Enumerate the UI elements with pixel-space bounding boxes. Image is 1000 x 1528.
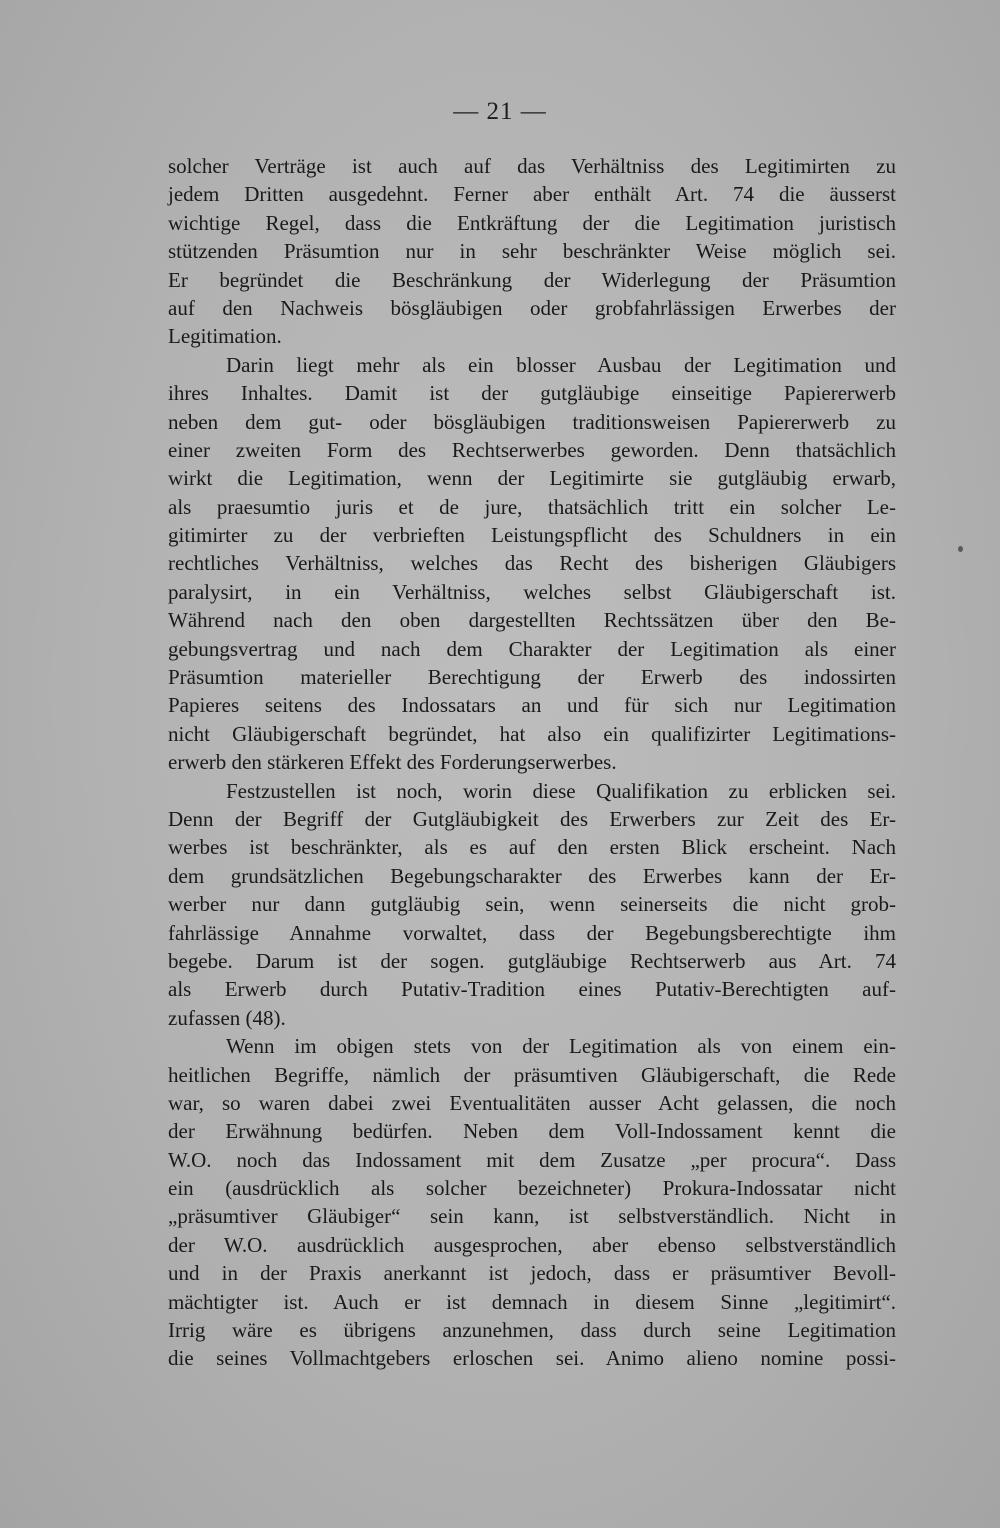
text-line: „präsumtiver Gläubiger“ sein kann, ist selbstverständlich. Nicht in (168, 1204, 896, 1229)
text-line: als Erwerb durch Putativ-Tradition eines Putativ-Berechtigten auf- (168, 977, 896, 1002)
text-line: wirkt die Legitimation, wenn der Legitimirte sie gutgläubig erwarb, (168, 466, 896, 491)
text-line: Festzustellen ist noch, worin diese Qualifikation zu erblicken sei. (226, 778, 896, 803)
page-number: — 21 — (453, 98, 547, 125)
text-line: Präsumtion materieller Berechtigung der Erwerb des indossirten (168, 665, 896, 690)
text-line: fahrlässige Annahme vorwaltet, dass der Begebungsberechtigte ihm (168, 920, 896, 945)
text-line: begebe. Darum ist der sogen. gutgläubige Rechtserwerb aus Art. 74 (168, 948, 896, 973)
ink-speck (958, 546, 963, 552)
text-line: als praesumtio juris et de jure, thatsächlich tritt ein solcher Le- (168, 494, 896, 519)
text-line: jedem Dritten ausgedehnt. Ferner aber enthält Art. 74 die äusserst (168, 182, 896, 207)
text-line: stützenden Präsumtion nur in sehr beschränkter Weise möglich sei. (168, 239, 896, 264)
text-line: heitlichen Begriffe, nämlich der präsumtiven Gläubigerschaft, die Rede (168, 1062, 896, 1087)
text-line: war, so waren dabei zwei Eventualitäten ausser Acht gelassen, die noch (168, 1090, 896, 1115)
text-line: werber nur dann gutgläubig sein, wenn seinerseits die nicht grob- (168, 892, 896, 917)
text-line: Irrig wäre es übrigens anzunehmen, dass durch seine Legitimation (168, 1318, 896, 1343)
text-line: neben dem gut- oder bösgläubigen traditionsweisen Papiererwerb zu (168, 409, 896, 434)
text-line: Wenn im obigen stets von der Legitimation als von einem ein- (226, 1034, 896, 1059)
text-line: erwerb den stärkeren Effekt des Forderungserwerbes. (168, 750, 617, 775)
text-line: Denn der Begriff der Gutgläubigkeit des Erwerbers zur Zeit des Er- (168, 806, 896, 831)
text-line: Er begründet die Beschränkung der Widerlegung der Präsumtion (168, 267, 896, 292)
text-line: werbes ist beschränkter, als es auf den ersten Blick erscheint. Nach (168, 835, 896, 860)
text-line: gebungsvertrag und nach dem Charakter der Legitimation als einer (168, 636, 896, 661)
text-line: nicht Gläubigerschaft begründet, hat also ein qualifizirter Legitimations- (168, 721, 896, 746)
text-line: mächtigter ist. Auch er ist demnach in diesem Sinne „legitimirt“. (168, 1289, 896, 1314)
text-line: Papieres seitens des Indossatars an und für sich nur Legitimation (168, 693, 896, 718)
text-line: gitimirter zu der verbrieften Leistungspflicht des Schuldners in ein (168, 523, 896, 548)
text-line: Während nach den oben dargestellten Rechtssätzen über den Be- (168, 608, 896, 633)
text-line: ihres Inhaltes. Damit ist der gutgläubige einseitige Papiererwerb (168, 381, 896, 406)
text-line: solcher Verträge ist auch auf das Verhältniss des Legitimirten zu (168, 154, 896, 178)
text-line: der Erwähnung bedürfen. Neben dem Voll-Indossament kennt die (168, 1119, 896, 1144)
text-line: dem grundsätzlichen Begebungscharakter des Erwerbes kann der Er- (168, 863, 896, 888)
text-line: wichtige Regel, dass die Entkräftung der die Legitimation juristisch (168, 210, 896, 235)
text-line: zufassen (48). (168, 1005, 286, 1030)
text-line: und in der Praxis anerkannt ist jedoch, dass er präsumtiver Bevoll- (168, 1261, 896, 1286)
text-line: der W.O. ausdrücklich ausgesprochen, aber ebenso selbstverständlich (168, 1232, 896, 1257)
text-line: auf den Nachweis bösgläubigen oder grobfahrlässigen Erwerbes der (168, 295, 896, 320)
text-line: paralysirt, in ein Verhältniss, welches selbst Gläubigerschaft ist. (168, 579, 896, 604)
text-line: rechtliches Verhältniss, welches das Recht des bisherigen Gläubigers (168, 551, 896, 576)
text-line: W.O. noch das Indossament mit dem Zusatze „per procura“. Dass (168, 1147, 896, 1172)
text-line: die seines Vollmachtgebers erloschen sei. Animo alieno nomine possi- (168, 1346, 896, 1371)
text-line: Legitimation. (168, 324, 282, 349)
text-line: Darin liegt mehr als ein blosser Ausbau der Legitimation und (226, 352, 896, 377)
body-text (168, 152, 896, 1373)
text-line: ein (ausdrücklich als solcher bezeichneter) Prokura-Indossatar nicht (168, 1176, 896, 1201)
text-line: einer zweiten Form des Rechtserwerbes geworden. Denn thatsächlich (168, 437, 896, 462)
